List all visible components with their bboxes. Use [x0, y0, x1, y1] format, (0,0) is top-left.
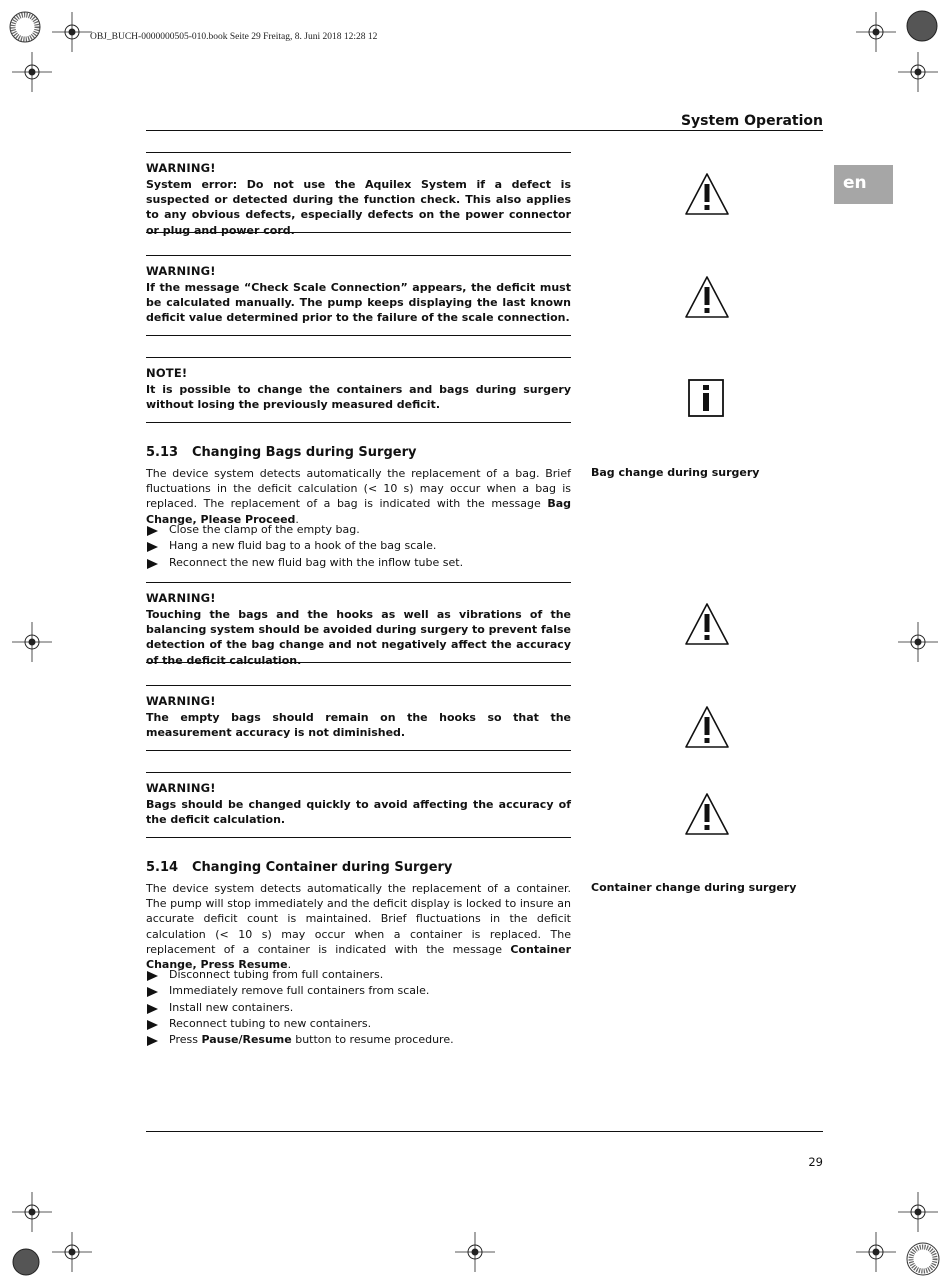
print-imprint: OBJ_BUCH-0000000505-010.book Seite 29 Freitag, 8. Juni 2018 12:28 12: [90, 32, 378, 42]
notice-label: NOTE!: [146, 366, 188, 380]
crosshair-mark-icon: [856, 12, 896, 52]
warning-triangle-icon: [684, 705, 730, 749]
warning-box: [146, 582, 571, 667]
crosshair-mark-icon: [455, 1232, 495, 1272]
registration-mark-icon: [904, 1240, 942, 1278]
notice-text: Touching the bags and the hooks as well as vibrations of the balancing system should be avoided during surgery to prevent false detection of the bag change and not negatively affect the accuracy of the deficit calculation.: [146, 608, 571, 667]
list-item: Install new containers.: [146, 1000, 571, 1016]
margin-label: Container change during surgery: [591, 881, 797, 894]
notice-label: WARNING!: [146, 264, 216, 278]
crosshair-mark-icon: [12, 1192, 52, 1232]
notice-text: If the message “Check Scale Connection” appears, the deficit must be calculated manually. The pump keeps displaying the last known deficit value determined prior to the failure of the scale connection.: [146, 281, 571, 325]
footer-rule: [146, 1131, 823, 1132]
crosshair-mark-icon: [898, 52, 938, 92]
list-item: Reconnect tubing to new containers.: [146, 1016, 571, 1032]
notice-text: System error: Do not use the Aquilex System if a defect is suspected or detected during the function check. This also applies to any obvious defects, especially defects on the power connector or plug and power cord.: [146, 178, 571, 237]
warning-triangle-icon: [684, 172, 730, 216]
message-text: Bag Change, Please Proceed: [146, 497, 571, 526]
list-item: Hang a new fluid bag to a hook of the bag scale.: [146, 538, 571, 554]
list-item: Immediately remove full containers from scale.: [146, 983, 571, 999]
warning-triangle-icon: [684, 602, 730, 646]
crosshair-mark-icon: [898, 622, 938, 662]
section-heading: [146, 445, 416, 460]
notice-text: It is possible to change the containers and bags during surgery without losing the previously measured deficit.: [146, 383, 571, 412]
notice-label: WARNING!: [146, 161, 216, 175]
message-text: Container Change, Press Resume: [146, 942, 571, 972]
margin-label: Bag change during surgery: [591, 466, 760, 479]
list-item: Press Pause/Resume button to resume procedure.: [146, 1032, 571, 1048]
arrow-bullet-icon: [147, 987, 158, 997]
arrow-bullet-icon: [147, 971, 158, 981]
button-name-text: Pause/Resume: [201, 1033, 292, 1047]
warning-box: [146, 685, 571, 751]
notice-text: Bags should be changed quickly to avoid affecting the accuracy of the deficit calculation.: [146, 798, 571, 827]
language-tab: en: [834, 165, 893, 204]
header-rule: [146, 130, 823, 131]
crosshair-mark-icon: [12, 52, 52, 92]
section-number: 5.13: [146, 445, 179, 460]
crosshair-mark-icon: [52, 12, 92, 52]
list-item: Disconnect tubing from full containers.: [146, 967, 571, 983]
page-number: 29: [808, 1155, 823, 1169]
crosshair-mark-icon: [12, 622, 52, 662]
notice-label: WARNING!: [146, 694, 216, 708]
arrow-bullet-icon: [147, 1020, 158, 1030]
section-body: The device system detects automatically the replacement of a container. The pump will stop immediately and the deficit display is locked to insure an accurate deficit count is maintained. Brief fluctuations in the deficit calculation (< 10 s) may occur when a container is replaced. The replacement of a container is indicated with the message Container Change, Press Resume.: [146, 882, 571, 972]
warning-triangle-icon: [684, 792, 730, 836]
crosshair-mark-icon: [52, 1232, 92, 1272]
warning-box: [146, 152, 571, 237]
step-list: [146, 522, 571, 571]
arrow-bullet-icon: [147, 1036, 158, 1046]
crosshair-mark-icon: [856, 1232, 896, 1272]
registration-mark-icon: [8, 1244, 44, 1280]
registration-mark-icon: [8, 10, 42, 44]
warning-box: [146, 772, 571, 838]
warning-box: [146, 255, 571, 336]
list-item: Reconnect the new fluid bag with the inflow tube set.: [146, 555, 571, 571]
section-title: Changing Container during Surgery: [192, 860, 453, 875]
section-number: 5.14: [146, 860, 179, 875]
note-box: [146, 357, 571, 423]
info-icon: [688, 379, 724, 417]
registration-mark-icon: [904, 8, 940, 44]
notice-label: WARNING!: [146, 781, 216, 795]
arrow-bullet-icon: [147, 526, 158, 536]
list-item: Close the clamp of the empty bag.: [146, 522, 571, 538]
section-heading: [146, 860, 452, 875]
warning-triangle-icon: [684, 275, 730, 319]
arrow-bullet-icon: [147, 559, 158, 569]
notice-label: WARNING!: [146, 591, 216, 605]
section-title: Changing Bags during Surgery: [192, 445, 417, 460]
arrow-bullet-icon: [147, 1004, 158, 1014]
step-list: [146, 967, 571, 1048]
section-body: The device system detects automatically the replacement of a bag. Brief fluctuations in the deficit calculation (< 10 s) may occur when a bag is replaced. The replacement of a bag is indicated with the message Bag Change, Please Proceed.: [146, 467, 571, 526]
notice-text: The empty bags should remain on the hooks so that the measurement accuracy is not diminished.: [146, 711, 571, 740]
arrow-bullet-icon: [147, 542, 158, 552]
crosshair-mark-icon: [898, 1192, 938, 1232]
page-header-title: System Operation: [680, 113, 823, 129]
